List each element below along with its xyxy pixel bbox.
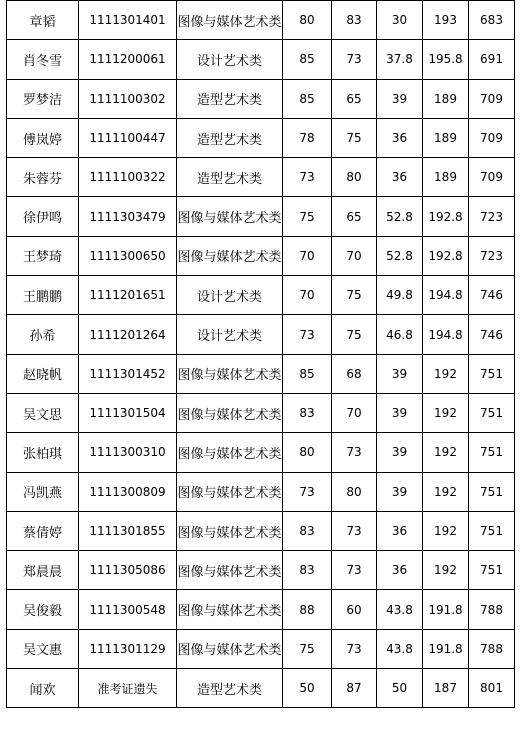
- score-3-cell: 46.8: [377, 315, 423, 354]
- table-row: [7, 551, 515, 590]
- score-1-cell: 73: [283, 315, 332, 354]
- score-3-cell: 39: [377, 393, 423, 432]
- score-3-cell: 43.8: [377, 590, 423, 629]
- score-1-cell: 75: [283, 629, 332, 668]
- table-row: [7, 669, 515, 708]
- total-score-cell: 192: [423, 551, 469, 590]
- score-3-cell: 52.8: [377, 197, 423, 236]
- score-1-cell: 73: [283, 472, 332, 511]
- category-cell: 图像与媒体艺术类: [177, 433, 283, 472]
- score-1-cell: 85: [283, 354, 332, 393]
- table-row: [7, 236, 515, 275]
- score-3-cell: 36: [377, 551, 423, 590]
- category-cell: 造型艺术类: [177, 118, 283, 157]
- exam-id-cell: 1111300310: [79, 433, 177, 472]
- total-score-cell: 187: [423, 669, 469, 708]
- category-cell: 图像与媒体艺术类: [177, 236, 283, 275]
- student-name-cell: 冯凯燕: [7, 472, 79, 511]
- score-1-cell: 85: [283, 40, 332, 79]
- table-row: [7, 433, 515, 472]
- score-2-cell: 73: [332, 511, 377, 550]
- category-cell: 图像与媒体艺术类: [177, 197, 283, 236]
- score-1-cell: 83: [283, 551, 332, 590]
- score-2-cell: 75: [332, 118, 377, 157]
- exam-id-cell: 1111303479: [79, 197, 177, 236]
- student-name-cell: 肖冬雪: [7, 40, 79, 79]
- score-2-cell: 75: [332, 276, 377, 315]
- score-2-cell: 68: [332, 354, 377, 393]
- student-name-cell: 王鹏鹏: [7, 276, 79, 315]
- score-1-cell: 85: [283, 79, 332, 118]
- rank-cell: 683: [469, 1, 515, 40]
- score-3-cell: 36: [377, 118, 423, 157]
- rank-cell: 751: [469, 511, 515, 550]
- score-2-cell: 80: [332, 158, 377, 197]
- total-score-cell: 192: [423, 472, 469, 511]
- rank-cell: 751: [469, 472, 515, 511]
- score-3-cell: 39: [377, 354, 423, 393]
- student-name-cell: 朱蓉芬: [7, 158, 79, 197]
- student-name-cell: 孙希: [7, 315, 79, 354]
- category-cell: 设计艺术类: [177, 40, 283, 79]
- student-name-cell: 吴文惠: [7, 629, 79, 668]
- total-score-cell: 189: [423, 158, 469, 197]
- student-name-cell: 章韬: [7, 1, 79, 40]
- exam-id-cell: 1111300809: [79, 472, 177, 511]
- score-3-cell: 49.8: [377, 276, 423, 315]
- score-3-cell: 52.8: [377, 236, 423, 275]
- student-name-cell: 张柏琪: [7, 433, 79, 472]
- rank-cell: 751: [469, 551, 515, 590]
- table-row: [7, 393, 515, 432]
- score-1-cell: 83: [283, 393, 332, 432]
- exam-id-cell: 1111301504: [79, 393, 177, 432]
- rank-cell: 751: [469, 433, 515, 472]
- total-score-cell: 192: [423, 354, 469, 393]
- table-row: [7, 276, 515, 315]
- student-name-cell: 王梦琦: [7, 236, 79, 275]
- student-name-cell: 吴文思: [7, 393, 79, 432]
- table-body: [7, 1, 515, 708]
- category-cell: 造型艺术类: [177, 79, 283, 118]
- rank-cell: 746: [469, 276, 515, 315]
- exam-id-cell: 准考证遗失: [79, 669, 177, 708]
- total-score-cell: 189: [423, 118, 469, 157]
- total-score-cell: 192: [423, 393, 469, 432]
- score-3-cell: 39: [377, 433, 423, 472]
- table-row: [7, 118, 515, 157]
- exam-id-cell: 1111100302: [79, 79, 177, 118]
- total-score-cell: 192: [423, 511, 469, 550]
- category-cell: 图像与媒体艺术类: [177, 393, 283, 432]
- score-1-cell: 75: [283, 197, 332, 236]
- score-2-cell: 73: [332, 433, 377, 472]
- category-cell: 图像与媒体艺术类: [177, 629, 283, 668]
- score-table: [6, 0, 515, 708]
- student-name-cell: 罗梦洁: [7, 79, 79, 118]
- table-row: [7, 79, 515, 118]
- category-cell: 图像与媒体艺术类: [177, 551, 283, 590]
- total-score-cell: 189: [423, 79, 469, 118]
- score-1-cell: 88: [283, 590, 332, 629]
- score-3-cell: 37.8: [377, 40, 423, 79]
- exam-id-cell: 1111100322: [79, 158, 177, 197]
- score-2-cell: 80: [332, 472, 377, 511]
- score-1-cell: 80: [283, 1, 332, 40]
- score-2-cell: 60: [332, 590, 377, 629]
- score-2-cell: 65: [332, 79, 377, 118]
- table-row: [7, 315, 515, 354]
- exam-id-cell: 1111201264: [79, 315, 177, 354]
- category-cell: 图像与媒体艺术类: [177, 1, 283, 40]
- student-name-cell: 闻欢: [7, 669, 79, 708]
- score-1-cell: 83: [283, 511, 332, 550]
- total-score-cell: 192.8: [423, 197, 469, 236]
- rank-cell: 691: [469, 40, 515, 79]
- table-row: [7, 472, 515, 511]
- student-name-cell: 赵晓帆: [7, 354, 79, 393]
- total-score-cell: 195.8: [423, 40, 469, 79]
- exam-id-cell: 1111305086: [79, 551, 177, 590]
- rank-cell: 709: [469, 79, 515, 118]
- score-1-cell: 70: [283, 276, 332, 315]
- exam-id-cell: 1111201651: [79, 276, 177, 315]
- category-cell: 图像与媒体艺术类: [177, 590, 283, 629]
- exam-id-cell: 1111100447: [79, 118, 177, 157]
- score-2-cell: 83: [332, 1, 377, 40]
- score-3-cell: 39: [377, 79, 423, 118]
- category-cell: 造型艺术类: [177, 669, 283, 708]
- exam-id-cell: 1111301401: [79, 1, 177, 40]
- category-cell: 设计艺术类: [177, 276, 283, 315]
- score-3-cell: 39: [377, 472, 423, 511]
- rank-cell: 709: [469, 118, 515, 157]
- score-2-cell: 73: [332, 629, 377, 668]
- table-row: [7, 197, 515, 236]
- score-2-cell: 70: [332, 393, 377, 432]
- student-name-cell: 郑晨晨: [7, 551, 79, 590]
- score-3-cell: 36: [377, 511, 423, 550]
- exam-id-cell: 1111200061: [79, 40, 177, 79]
- score-1-cell: 73: [283, 158, 332, 197]
- exam-id-cell: 1111300650: [79, 236, 177, 275]
- exam-id-cell: 1111301129: [79, 629, 177, 668]
- total-score-cell: 192: [423, 433, 469, 472]
- score-2-cell: 75: [332, 315, 377, 354]
- score-3-cell: 50: [377, 669, 423, 708]
- rank-cell: 788: [469, 590, 515, 629]
- table-row: [7, 158, 515, 197]
- category-cell: 图像与媒体艺术类: [177, 354, 283, 393]
- category-cell: 图像与媒体艺术类: [177, 472, 283, 511]
- table-row: [7, 40, 515, 79]
- total-score-cell: 193: [423, 1, 469, 40]
- exam-id-cell: 1111300548: [79, 590, 177, 629]
- total-score-cell: 191.8: [423, 590, 469, 629]
- table-row: [7, 590, 515, 629]
- category-cell: 设计艺术类: [177, 315, 283, 354]
- total-score-cell: 191.8: [423, 629, 469, 668]
- exam-id-cell: 1111301855: [79, 511, 177, 550]
- table-row: [7, 354, 515, 393]
- total-score-cell: 194.8: [423, 276, 469, 315]
- rank-cell: 709: [469, 158, 515, 197]
- rank-cell: 751: [469, 354, 515, 393]
- score-2-cell: 73: [332, 40, 377, 79]
- score-2-cell: 70: [332, 236, 377, 275]
- table-row: [7, 629, 515, 668]
- rank-cell: 751: [469, 393, 515, 432]
- score-3-cell: 36: [377, 158, 423, 197]
- score-1-cell: 80: [283, 433, 332, 472]
- score-2-cell: 73: [332, 551, 377, 590]
- score-1-cell: 50: [283, 669, 332, 708]
- rank-cell: 746: [469, 315, 515, 354]
- rank-cell: 723: [469, 236, 515, 275]
- score-3-cell: 30: [377, 1, 423, 40]
- rank-cell: 801: [469, 669, 515, 708]
- table-row: [7, 1, 515, 40]
- student-name-cell: 吴俊毅: [7, 590, 79, 629]
- table-row: [7, 511, 515, 550]
- rank-cell: 723: [469, 197, 515, 236]
- score-1-cell: 70: [283, 236, 332, 275]
- score-3-cell: 43.8: [377, 629, 423, 668]
- score-2-cell: 87: [332, 669, 377, 708]
- score-1-cell: 78: [283, 118, 332, 157]
- rank-cell: 788: [469, 629, 515, 668]
- category-cell: 图像与媒体艺术类: [177, 511, 283, 550]
- total-score-cell: 194.8: [423, 315, 469, 354]
- student-name-cell: 蔡倩婷: [7, 511, 79, 550]
- score-2-cell: 65: [332, 197, 377, 236]
- category-cell: 造型艺术类: [177, 158, 283, 197]
- total-score-cell: 192.8: [423, 236, 469, 275]
- student-name-cell: 傅岚婷: [7, 118, 79, 157]
- student-name-cell: 徐伊鸣: [7, 197, 79, 236]
- exam-id-cell: 1111301452: [79, 354, 177, 393]
